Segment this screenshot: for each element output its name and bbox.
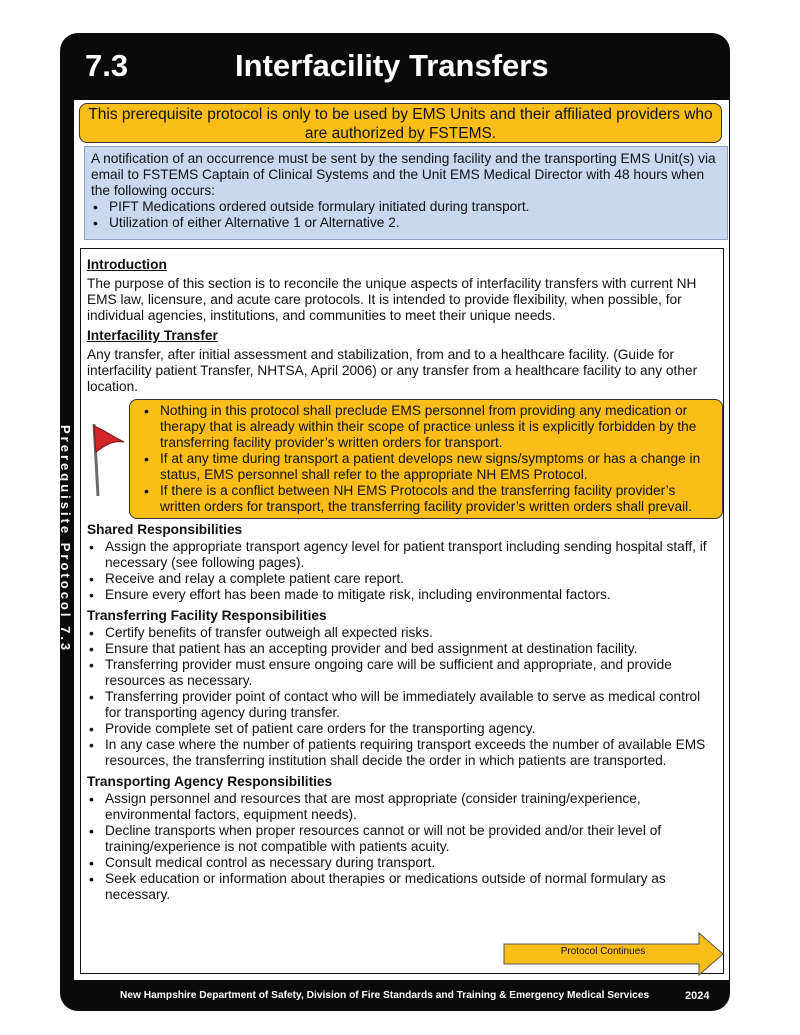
warning-box [129, 399, 723, 519]
prerequisite-notice: This prerequisite protocol is only to be used by EMS Units and their affiliated providers who are authorized by FSTEMS. [79, 103, 722, 143]
footer-text: New Hampshire Department of Safety, Division of Fire Standards and Training & Emergency Medical Services [120, 990, 650, 1001]
list-item: • Nothing in this protocol shall preclude EMS personnel from providing any medication or therapy that is already within their scope of practice unless it is explicitly forbidden by the transferring facility provider’s written orders for transport. [138, 403, 716, 451]
sidebar-label: Prerequisite Protocol 7.3 [58, 425, 73, 654]
list-item: • Assign the appropriate transport agency level for patient transport including sending hospital staff, if necessary (see following pages). [87, 539, 717, 571]
list-item: • Consult medical control as necessary during transport. [87, 855, 717, 871]
list-item: • If at any time during transport a patient develops new signs/symptoms or has a change in status, EMS personnel shall refer to the appropriate NH EMS Protocol. [138, 451, 716, 483]
list-item: • Transferring provider must ensure ongoing care will be sufficient and appropriate, and provide resources as necessary. [87, 657, 717, 689]
list-item: • Ensure that patient has an accepting provider and bed assignment at destination facility. [87, 641, 717, 657]
notification-list [91, 199, 721, 231]
interfacility-text: Any transfer, after initial assessment and stabilization, from and to a healthcare facility. (Guide for interfacility patient Transfer, NHTSA, April 2006) or any transfer from a healthcare facility to any other location. [87, 347, 698, 394]
shared-list [87, 539, 717, 603]
list-item: • If there is a conflict between NH EMS Protocols and the transferring facility provider’s written orders for transport, the transferring facility provider’s written orders shall prevail. [138, 483, 716, 515]
list-item: • Receive and relay a complete patient care report. [87, 571, 717, 587]
protocol-number: 7.3 [85, 48, 129, 83]
warning-list [138, 403, 716, 515]
notification-text: A notification of an occurrence must be sent by the sending facility and the transporting EMS Unit(s) via email to FSTEMS Captain of Clinical Systems and the Unit EMS Medical Director with 48 hours when the following occurs: [91, 151, 716, 198]
list-item: • PIFT Medications ordered outside formulary initiated during transport. [91, 199, 721, 215]
transferring-list [87, 625, 717, 769]
list-item: • Decline transports when proper resources cannot or will not be provided and/or their level of training/experience is not compatible with patients acuity. [87, 823, 717, 855]
protocol-continues-label[interactable]: Protocol Continues [560, 946, 646, 957]
transporting-list [87, 791, 717, 903]
transferring-heading: Transferring Facility Responsibilities [87, 608, 327, 623]
list-item: • Certify benefits of transfer outweigh all expected risks. [87, 625, 717, 641]
list-item: • Utilization of either Alternative 1 or Alternative 2. [91, 215, 721, 231]
page-title: Interfacility Transfers [235, 48, 549, 83]
list-item: • Ensure every effort has been made to mitigate risk, including environmental factors. [87, 587, 717, 603]
introduction-heading: Introduction [87, 257, 167, 272]
introduction-text: The purpose of this section is to reconcile the unique aspects of interfacility transfers with current NH EMS law, licensure, and acute care protocols. It is intended to provide flexibility, when possible, for individual agencies, institutions, and communities to meet their unique needs. [87, 276, 697, 323]
list-item: • Assign personnel and resources that are most appropriate (consider training/experience, environmental factors, equipment needs). [87, 791, 717, 823]
list-item: • Transferring provider point of contact who will be immediately available to serve as medical control for transporting agency during transfer. [87, 689, 717, 721]
list-item: • In any case where the number of patients requiring transport exceeds the number of available EMS resources, the transferring institution shall decide the order in which patients are transported. [87, 737, 717, 769]
shared-heading: Shared Responsibilities [87, 522, 243, 537]
list-item: • Seek education or information about therapies or medications outside of normal formulary as necessary. [87, 871, 705, 903]
protocol-body [80, 248, 724, 974]
footer-year: 2024 [685, 990, 710, 1002]
interfacility-heading: Interfacility Transfer [87, 328, 218, 343]
list-item: • Provide complete set of patient care orders for the transporting agency. [87, 721, 717, 737]
transporting-heading: Transporting Agency Responsibilities [87, 774, 333, 789]
red-flag-icon [86, 420, 128, 500]
notification-box [84, 146, 728, 240]
